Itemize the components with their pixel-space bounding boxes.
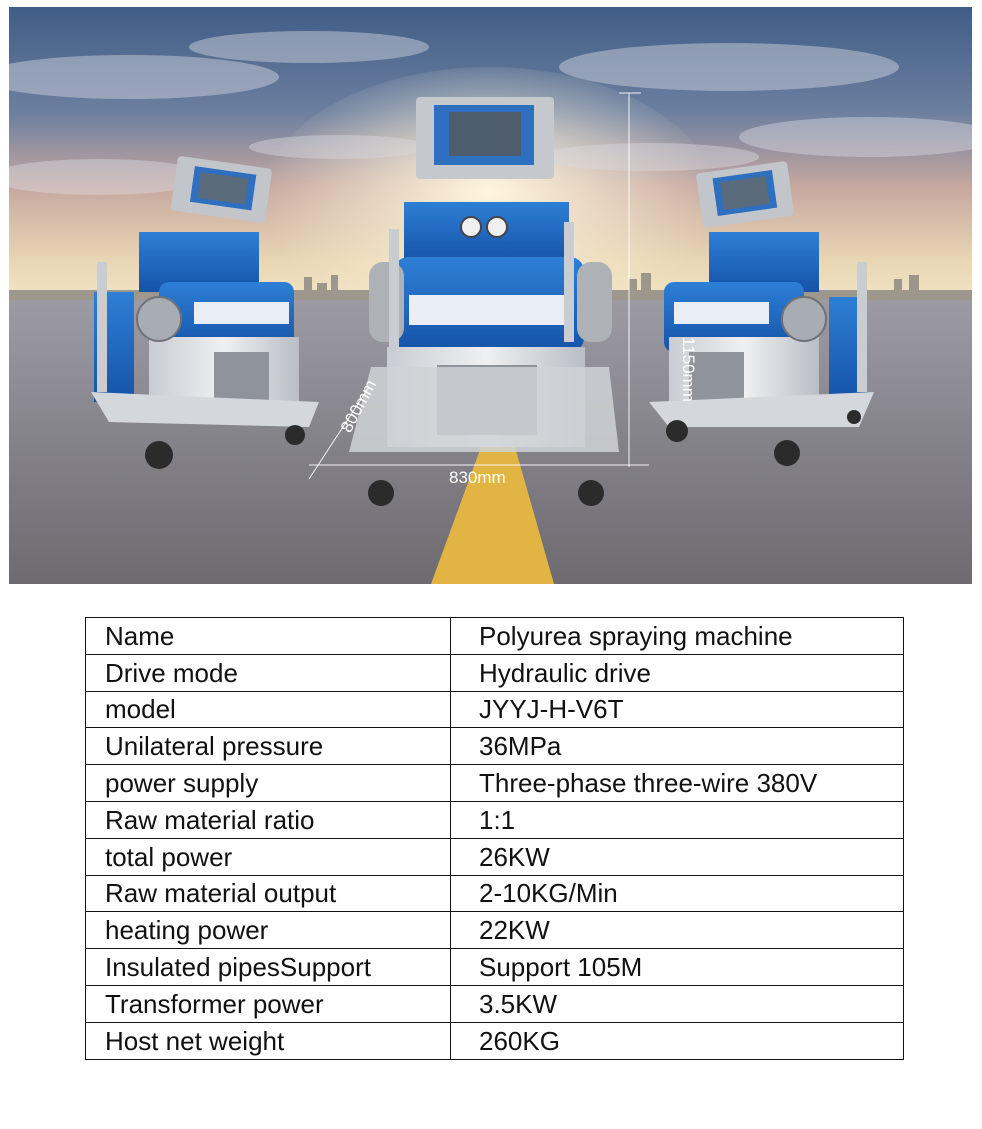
spec-label: Host net weight — [86, 1022, 451, 1059]
table-row — [86, 728, 904, 765]
table-row — [86, 618, 904, 655]
spec-label: total power — [86, 838, 451, 875]
spec-value: 26KW — [451, 838, 904, 875]
table-row — [86, 691, 904, 728]
spec-label: Raw material output — [86, 875, 451, 912]
spec-value: Three-phase three-wire 380V — [451, 765, 904, 802]
spec-label: heating power — [86, 912, 451, 949]
product-photo — [9, 7, 972, 584]
table-row — [86, 949, 904, 986]
spec-value: 2-10KG/Min — [451, 875, 904, 912]
spec-value: 1:1 — [451, 801, 904, 838]
spec-value: 22KW — [451, 912, 904, 949]
spec-value: Polyurea spraying machine — [451, 618, 904, 655]
dimension-height-label: 1150mm — [679, 337, 698, 402]
dimension-width-label: 830mm — [449, 468, 506, 487]
spec-value: 260KG — [451, 1022, 904, 1059]
table-row — [86, 765, 904, 802]
table-row — [86, 654, 904, 691]
spec-label: Drive mode — [86, 654, 451, 691]
spec-label: Unilateral pressure — [86, 728, 451, 765]
spec-label: Transformer power — [86, 985, 451, 1022]
spec-label: power supply — [86, 765, 451, 802]
spec-value: 36MPa — [451, 728, 904, 765]
spec-table — [85, 617, 904, 1060]
spec-label: model — [86, 691, 451, 728]
table-row — [86, 912, 904, 949]
table-row — [86, 801, 904, 838]
spec-label: Insulated pipesSupport — [86, 949, 451, 986]
table-row — [86, 985, 904, 1022]
table-row — [86, 1022, 904, 1059]
dimension-depth-label: 800mm — [336, 376, 381, 436]
spec-label: Name — [86, 618, 451, 655]
spec-value: 3.5KW — [451, 985, 904, 1022]
spec-value: Support 105M — [451, 949, 904, 986]
spec-label: Raw material ratio — [86, 801, 451, 838]
table-row — [86, 875, 904, 912]
spec-value: Hydraulic drive — [451, 654, 904, 691]
table-row — [86, 838, 904, 875]
spec-value: JYYJ-H-V6T — [451, 691, 904, 728]
